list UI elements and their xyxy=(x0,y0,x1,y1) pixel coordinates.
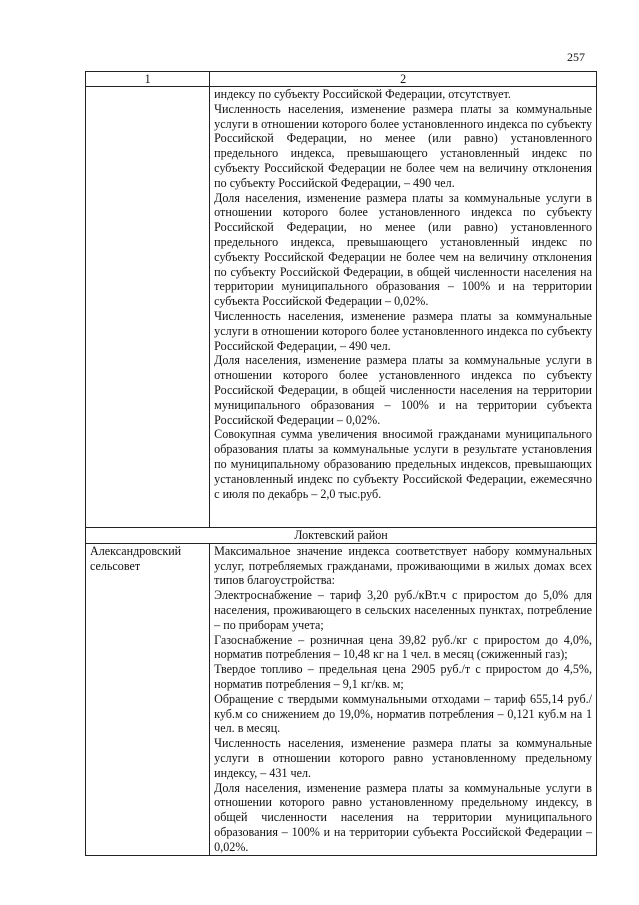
row1-text-cell xyxy=(210,87,597,528)
row2-label-cell: Александровский сельсовет xyxy=(86,543,210,855)
paragraph: Численность населения, изменение размера платы за коммунальные услуги в отношении которого равно установленному предельному индексу, – 431 чел. xyxy=(214,736,592,780)
paragraph: Численность населения, изменение размера платы за коммунальные услуги в отношении которого более установленного индекса по субъекту Российской Федерации, – 490 чел. xyxy=(214,308,592,353)
table-row xyxy=(86,543,597,855)
table-header-row xyxy=(86,72,597,87)
paragraph: Совокупная сумма увеличения вносимой гражданами муниципального образования платы за коммунальные услуги в результате установления по муниципальному образованию предельных индексов, превышающих установленный индекс по субъекту Российской Федерации, ежемесячно с июля по декабрь – 2,0 тыс.руб. xyxy=(214,427,592,501)
content-table xyxy=(85,71,597,856)
paragraph: Доля населения, изменение размера платы за коммунальные услуги в отношении которого более установленного индекса по субъекту Российской Федерации, но менее (или равно) установленного предельного индекса, превышающего установленный индекс по субъекту Российской Федерации не более чем на величину отклонения по субъекту Российской Федерации, в общей численности населения на территории муниципального образования – 100% и на территории субъекта Российской Федерации – 0,02%. xyxy=(214,190,592,309)
paragraph: Твердое топливо – предельная цена 2905 руб./т с приростом до 4,5%, норматив потребления – 9,1 кг/кв. м; xyxy=(214,662,592,691)
paragraph: Доля населения, изменение размера платы за коммунальные услуги в отношении которого более установленного индекса по субъекту Российской Федерации, в общей численности населения на территории муниципального образования – 100% и на территории субъекта Российской Федерации – 0,02%. xyxy=(214,353,592,427)
section-row xyxy=(86,528,597,544)
section-title: Локтевский район xyxy=(86,528,597,544)
paragraph: Численность населения, изменение размера платы за коммунальные услуги в отношении которого более установленного индекса по субъекту Российской Федерации, но менее (или равно) установленного предельного индекса, превышающего установленный индекс по субъекту Российской Федерации не более чем на величину отклонения по субъекту Российской Федерации, – 490 чел. xyxy=(214,101,592,190)
page-number: 257 xyxy=(567,50,585,64)
column-header-2: 2 xyxy=(210,72,597,87)
column-header-1: 1 xyxy=(86,72,210,87)
paragraph: Газоснабжение – розничная цена 39,82 руб./кг с приростом до 4,0%, норматив потребления – 10,48 кг на 1 чел. в месяц (сжиженный газ); xyxy=(214,632,592,662)
paragraph: Доля населения, изменение размера платы за коммунальные услуги в отношении которого равно установленному предельному индексу, в общей численности населения на территории муниципального образования – 100% и на территории субъекта Российской Федерации – 0,02%. xyxy=(214,780,592,854)
row2-text-cell xyxy=(210,543,597,855)
paragraph: Обращение с твердыми коммунальными отходами – тариф 655,14 руб./куб.м со снижением до 19,0%, норматив потребления – 0,121 куб.м на 1 чел. в месяц. xyxy=(214,691,592,736)
row1-label-cell xyxy=(86,87,210,528)
table-row xyxy=(86,87,597,528)
paragraph: индексу по субъекту Российской Федерации, отсутствует. xyxy=(214,87,511,101)
paragraph: Электроснабжение – тариф 3,20 руб./кВт.ч с приростом до 5,0% для населения, проживающего в сельских населенных пунктах, потребление – по приборам учета; xyxy=(214,588,592,632)
paragraph: Максимальное значение индекса соответствует набору коммунальных услуг, потребляемых гражданами, проживающими в жилых домах всех типов благоустройства: xyxy=(214,543,592,588)
